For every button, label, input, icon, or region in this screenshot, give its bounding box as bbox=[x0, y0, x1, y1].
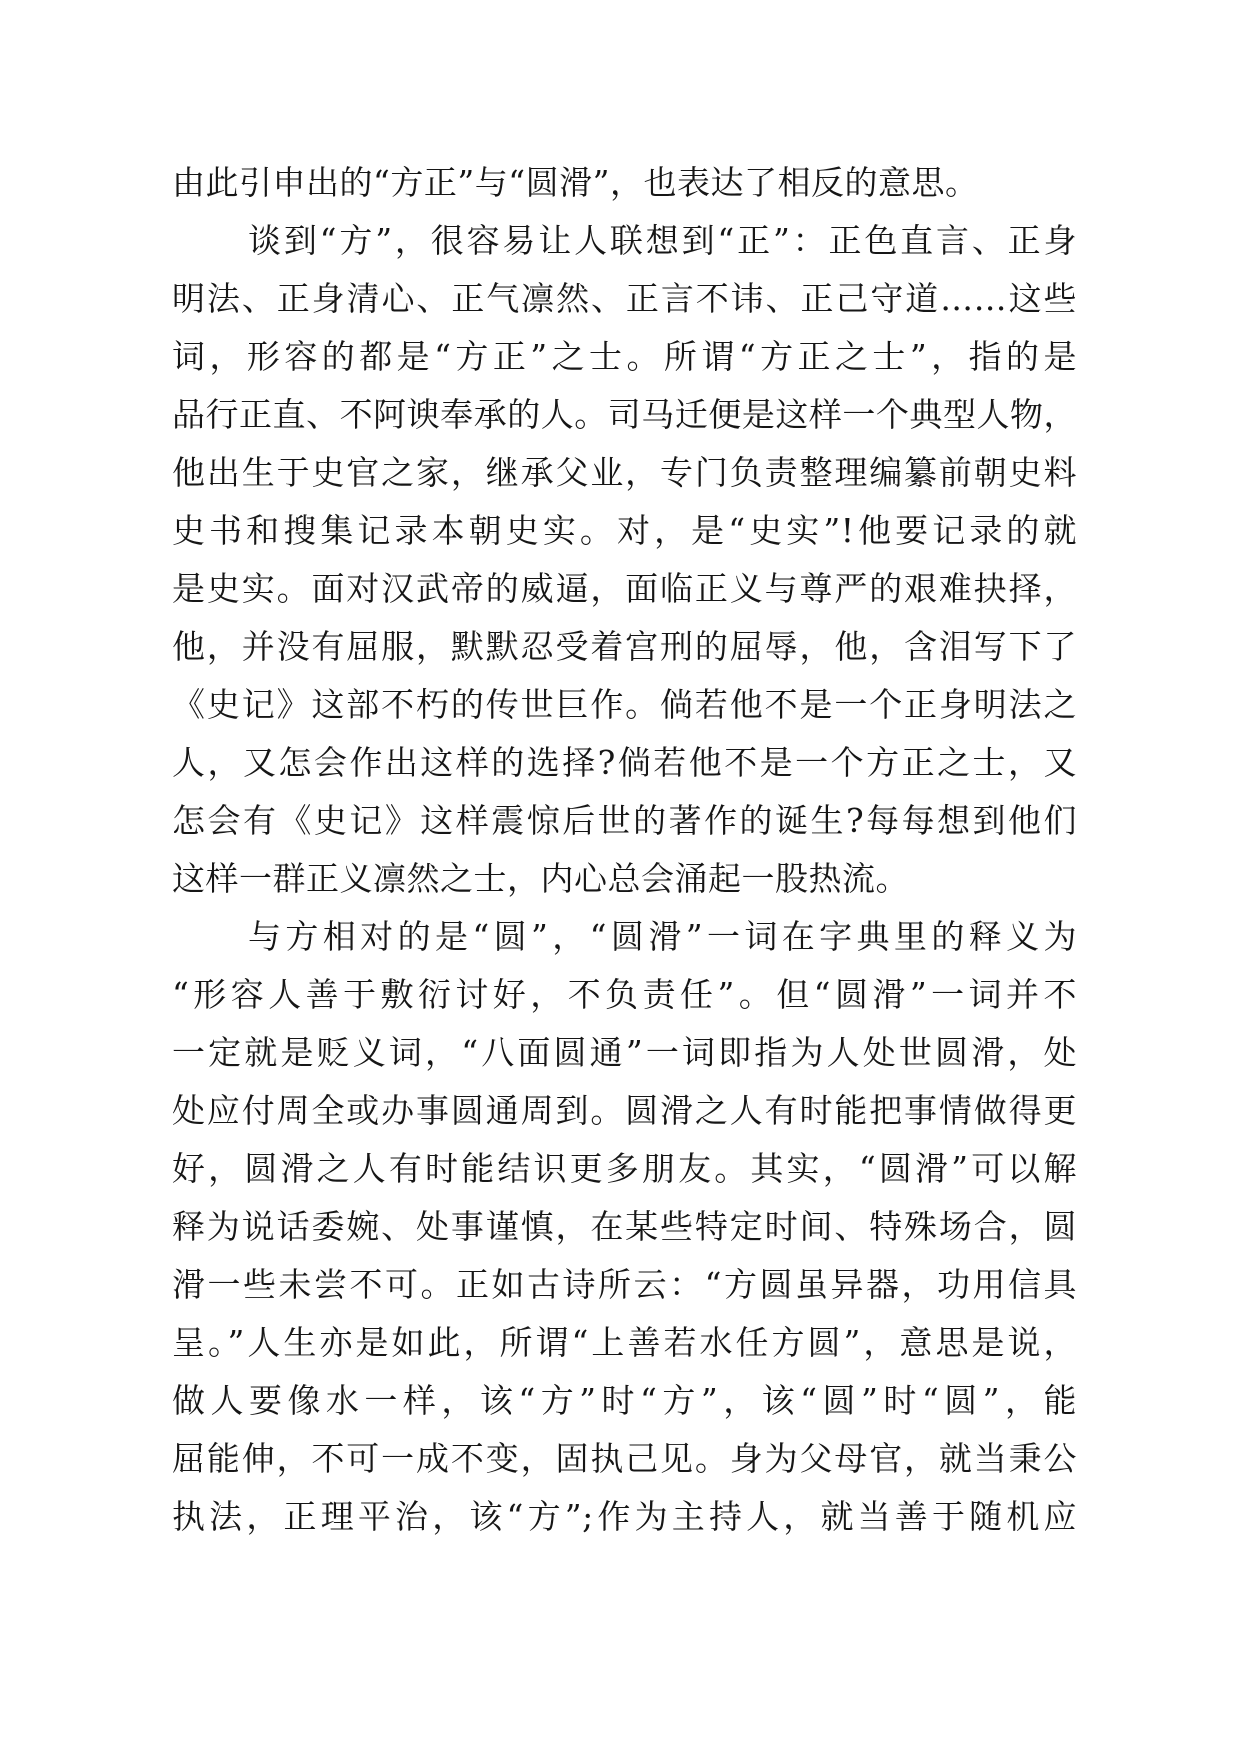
document-content bbox=[172, 154, 1077, 1546]
text-line: 他出生于史官之家，继承父业，专门负责整理编纂前朝史料 bbox=[172, 453, 1077, 492]
text-line: 史书和搜集记录本朝史实。对，是“史实”!他要记录的就 bbox=[172, 511, 1077, 550]
text-line: 他，并没有屈服，默默忍受着宫刑的屈辱，他，含泪写下了 bbox=[172, 627, 1077, 666]
text-line: 由此引申出的“方正”与“圆滑”，也表达了相反的意思。 bbox=[172, 163, 979, 202]
text-line: 明法、正身清心、正气凛然、正言不讳、正己守道……这些 bbox=[172, 279, 1077, 318]
text-line: 这样一群正义凛然之士，内心总会涌起一股热流。 bbox=[172, 859, 909, 898]
text-line: 好，圆滑之人有时能结识更多朋友。其实，“圆滑”可以解 bbox=[172, 1149, 1077, 1188]
text-line: 谈到“方”，很容易让人联想到“正”：正色直言、正身 bbox=[248, 221, 1077, 260]
text-line: 一定就是贬义词，“八面圆通”一词即指为人处世圆滑，处 bbox=[172, 1033, 1077, 1072]
text-line: 是史实。面对汉武帝的威逼，面临正义与尊严的艰难抉择， bbox=[172, 569, 1077, 608]
text-line: 怎会有《史记》这样震惊后世的著作的诞生?每每想到他们 bbox=[172, 801, 1077, 840]
text-line: 释为说话委婉、处事谨慎，在某些特定时间、特殊场合，圆 bbox=[172, 1207, 1077, 1246]
text-line: 滑一些未尝不可。正如古诗所云：“方圆虽异器，功用信具 bbox=[172, 1265, 1077, 1304]
text-line: 呈。”人生亦是如此，所谓“上善若水任方圆”，意思是说， bbox=[172, 1323, 1077, 1362]
text-line: 《史记》这部不朽的传世巨作。倘若他不是一个正身明法之 bbox=[172, 685, 1077, 724]
text-line: 做人要像水一样，该“方”时“方”，该“圆”时“圆”，能 bbox=[172, 1381, 1077, 1420]
text-line: 屈能伸，不可一成不变，固执己见。身为父母官，就当秉公 bbox=[172, 1439, 1077, 1478]
text-line: 执法，正理平治，该“方”;作为主持人，就当善于随机应 bbox=[172, 1497, 1077, 1536]
text-line: 词，形容的都是“方正”之士。所谓“方正之士”，指的是 bbox=[172, 337, 1077, 376]
text-line: “形容人善于敷衍讨好，不负责任”。但“圆滑”一词并不 bbox=[172, 975, 1077, 1014]
text-line: 人，又怎会作出这样的选择?倘若他不是一个方正之士，又 bbox=[172, 743, 1077, 782]
paragraph bbox=[172, 212, 1077, 908]
text-line: 处应付周全或办事圆通周到。圆滑之人有时能把事情做得更 bbox=[172, 1091, 1077, 1130]
text-line: 品行正直、不阿谀奉承的人。司马迁便是这样一个典型人物， bbox=[172, 395, 1077, 434]
paragraph bbox=[172, 154, 1077, 212]
paragraph bbox=[172, 908, 1077, 1546]
text-line: 与方相对的是“圆”，“圆滑”一词在字典里的释义为 bbox=[248, 917, 1077, 956]
